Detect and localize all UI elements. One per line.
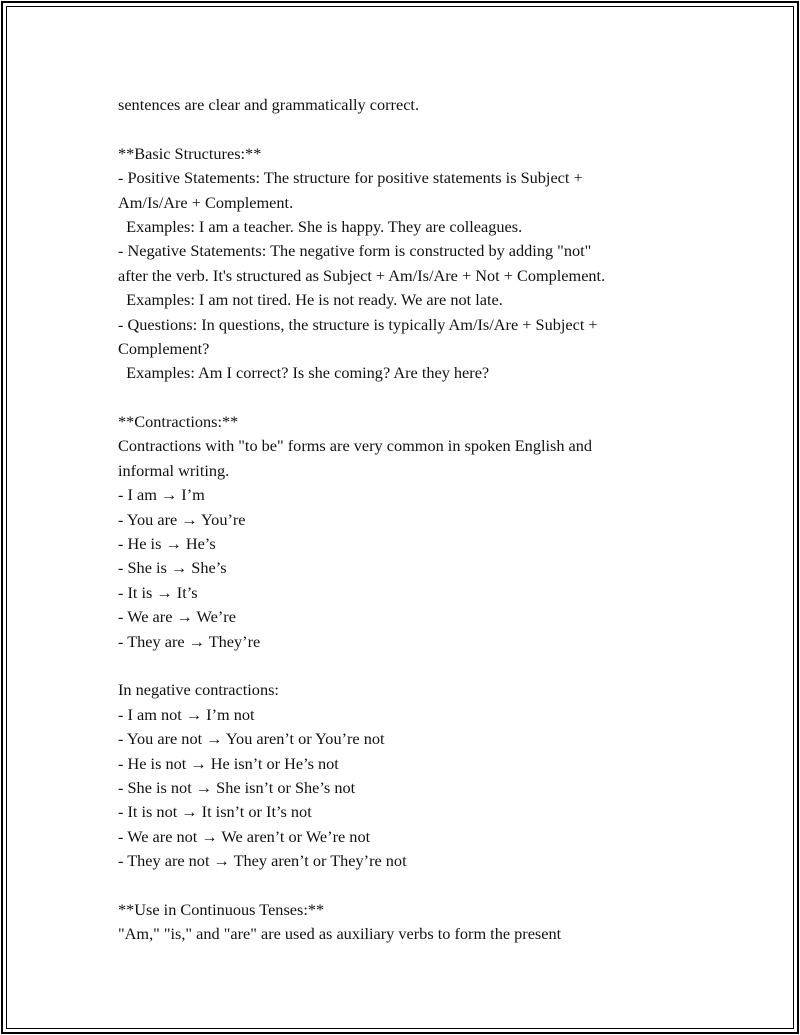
list-item: - I am not → I’m not	[118, 704, 255, 724]
list-item: - They are → They’re	[118, 631, 261, 651]
list-item: - He is → He’s	[118, 534, 216, 554]
list-item: - We are → We’re	[118, 607, 236, 627]
text-line: In negative contractions:	[118, 680, 279, 700]
document-body	[118, 93, 718, 947]
text-line: "Am," "is," and "are" are used as auxiliary verbs to form the present	[118, 924, 562, 944]
text-line: Am/Is/Are + Complement.	[118, 192, 294, 212]
blank-line	[118, 117, 718, 141]
text-line: sentences are clear and grammatically correct.	[118, 95, 420, 114]
list-item: - She is not → She isn’t or She’s not	[118, 777, 356, 797]
blank-line	[118, 874, 718, 898]
blank-line	[118, 654, 718, 678]
list-item: - They are not → They aren’t or They’re not	[118, 851, 407, 871]
text-line: Contractions with "to be" forms are very common in spoken English and	[118, 436, 593, 456]
text-line: after the verb. It's structured as Subject + Am/Is/Are + Not + Complement.	[118, 265, 606, 285]
list-item: - He is not → He isn’t or He’s not	[118, 753, 339, 773]
list-item: - It is not → It isn’t or It’s not	[118, 802, 312, 822]
text-line: - Positive Statements: The structure for positive statements is Subject +	[118, 168, 583, 188]
list-item: - I am → I’m	[118, 485, 205, 505]
text-line: informal writing.	[118, 460, 230, 480]
text-line: Examples: I am not tired. He is not ready. We are not late.	[118, 290, 503, 310]
blank-line	[118, 386, 718, 410]
list-item: - You are → You’re	[118, 509, 246, 529]
text-line: Examples: Am I correct? Is she coming? Are they here?	[118, 363, 490, 383]
text-line: Complement?	[118, 338, 210, 358]
text-line: - Questions: In questions, the structure is typically Am/Is/Are + Subject +	[118, 314, 598, 334]
section-heading-continuous-tenses: **Use in Continuous Tenses:**	[118, 899, 325, 919]
list-item: - It is → It’s	[118, 582, 198, 602]
section-heading-basic-structures: **Basic Structures:**	[118, 143, 262, 163]
list-item: - You are not → You aren’t or You’re not	[118, 729, 385, 749]
text-line: Examples: I am a teacher. She is happy. They are colleagues.	[118, 216, 523, 236]
list-item: - She is → She’s	[118, 558, 227, 578]
list-item: - We are not → We aren’t or We’re not	[118, 826, 371, 846]
text-line: - Negative Statements: The negative form is constructed by adding "not"	[118, 241, 592, 261]
section-heading-contractions: **Contractions:**	[118, 412, 239, 432]
